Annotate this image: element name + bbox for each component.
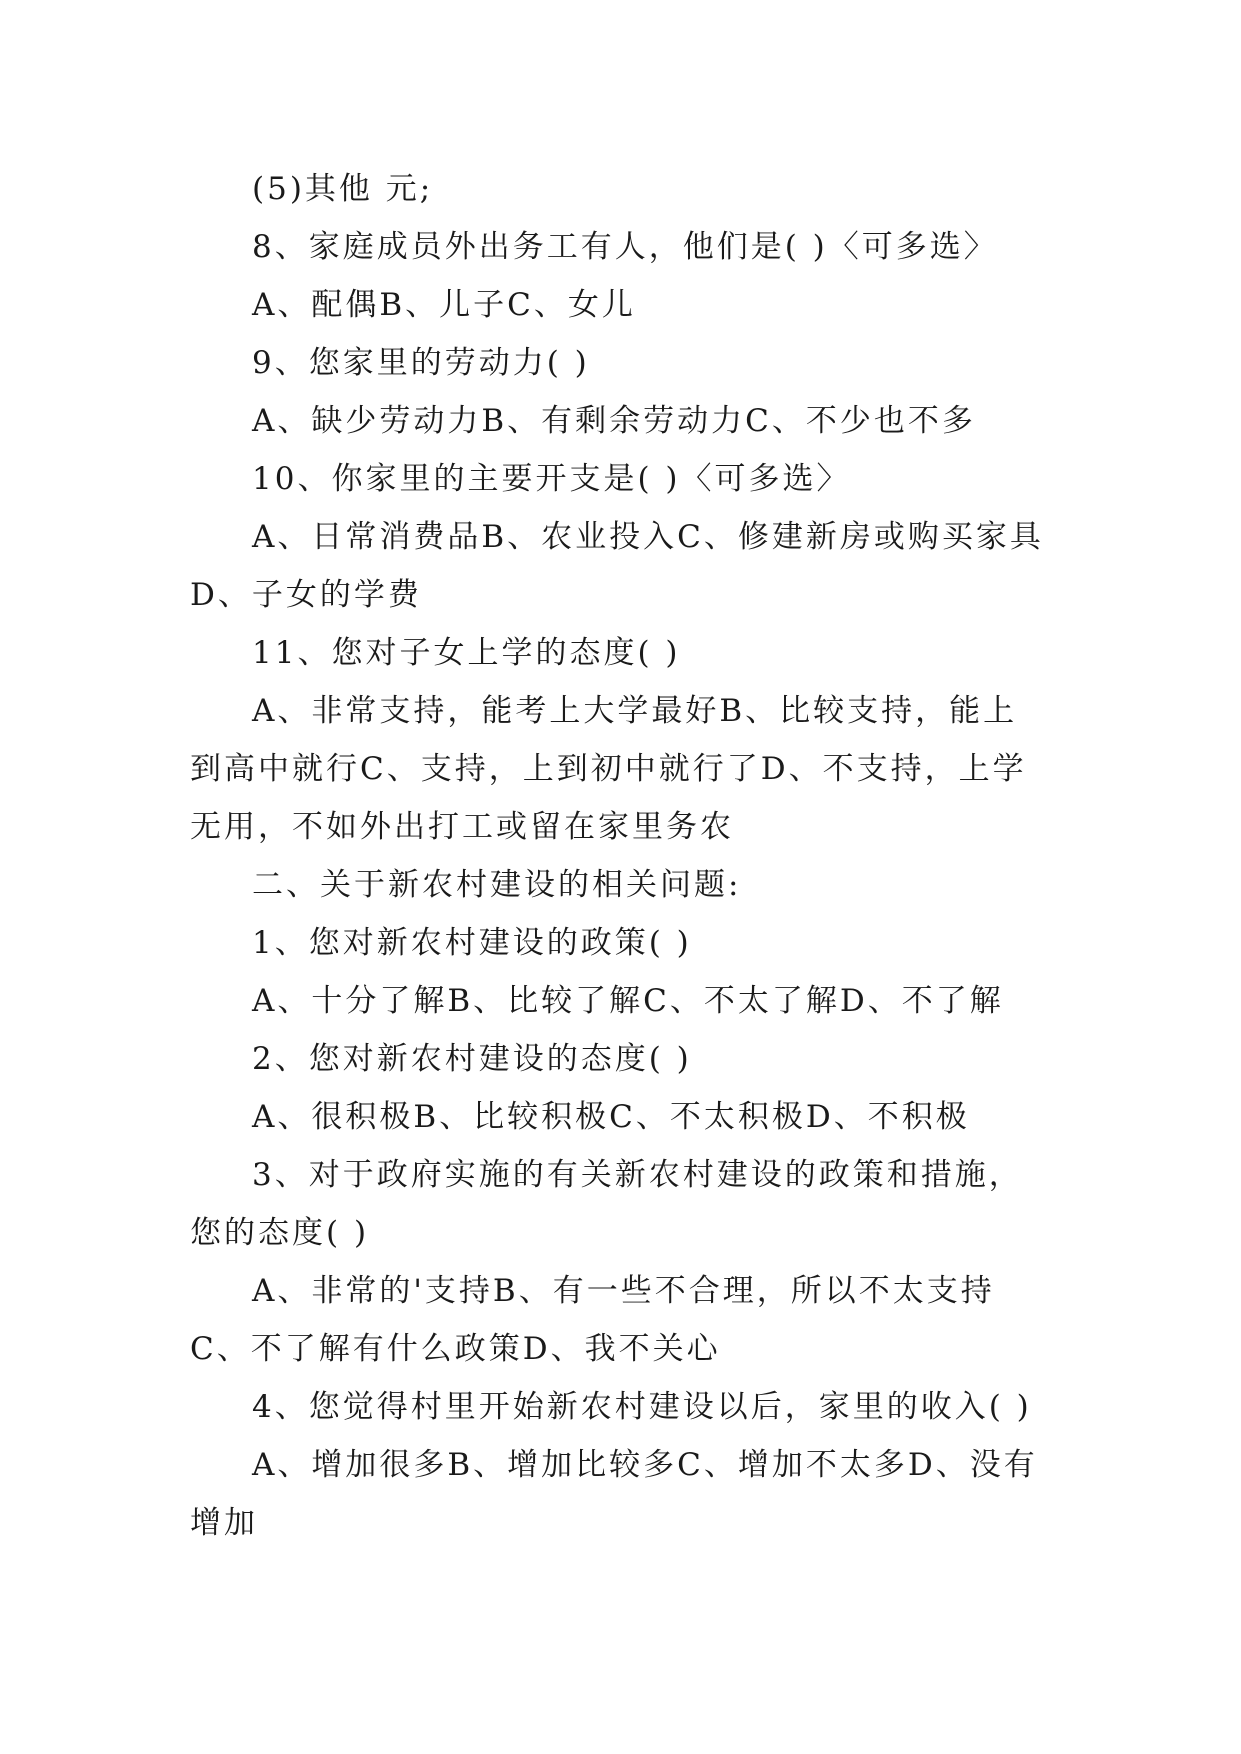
question-10: 10、你家里的主要开支是( )〈可多选〉 [252, 461, 851, 497]
question-8-options: A、配偶B、儿子C、女儿 [252, 287, 636, 323]
question-10-options: A、日常消费品B、农业投入C、修建新房或购买家具D、子女的学费 [190, 519, 1044, 613]
question-8: 8、家庭成员外出务工有人，他们是( )〈可多选〉 [252, 229, 998, 265]
section2-question-3: 3、对于政府实施的有关新农村建设的政策和措施，您的态度( ) [190, 1157, 1023, 1251]
section2-question-3-options: A、非常的'支持B、有一些不合理，所以不太支持C、不了解有什么政策D、我不关心 [190, 1273, 995, 1367]
question-9-options: A、缺少劳动力B、有剩余劳动力C、不少也不多 [252, 403, 976, 439]
section2-question-2-options: A、很积极B、比较积极C、不太积极D、不积极 [252, 1099, 970, 1135]
section-heading-new-countryside: 二、关于新农村建设的相关问题: [252, 867, 742, 903]
section2-question-1-options: A、十分了解B、比较了解C、不太了解D、不了解 [252, 983, 1004, 1019]
question-9: 9、您家里的劳动力( ) [252, 345, 590, 381]
question-11-options: A、非常支持，能考上大学最好B、比较支持，能上到高中就行C、支持，上到初中就行了D、不支持，上学无用，不如外出打工或留在家里务农 [190, 693, 1027, 845]
document-body [190, 160, 1050, 1552]
section2-question-1: 1、您对新农村建设的政策( ) [252, 925, 692, 961]
question-11: 11、您对子女上学的态度( ) [252, 635, 681, 671]
section2-question-2: 2、您对新农村建设的态度( ) [252, 1041, 692, 1077]
section2-question-4-options: A、增加很多B、增加比较多C、增加不太多D、没有增加 [190, 1447, 1038, 1541]
section2-question-4: 4、您觉得村里开始新农村建设以后，家里的收入( ) [252, 1389, 1032, 1425]
paragraph-other-amount: (5)其他 元; [252, 171, 434, 207]
